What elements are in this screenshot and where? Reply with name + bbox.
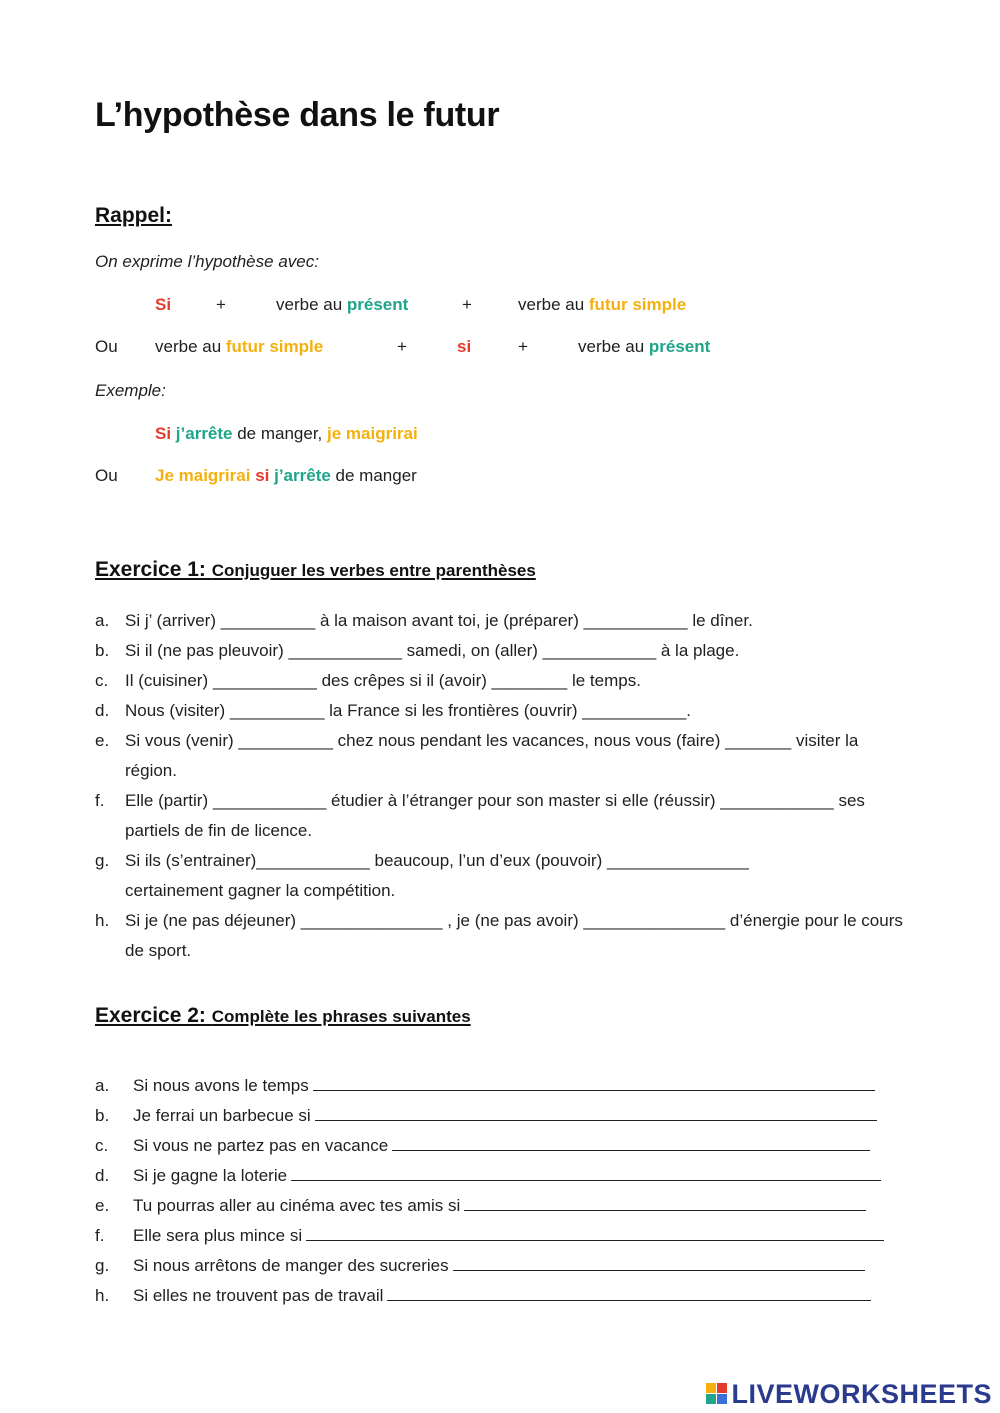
item-text: Elle sera plus mince si <box>133 1226 884 1246</box>
item-text: Si elles ne trouvent pas de travail <box>133 1286 871 1306</box>
item-letter: b. <box>95 1106 110 1125</box>
formula-plus: + <box>462 295 472 314</box>
answer-blank[interactable] <box>313 1076 875 1091</box>
formula-plus: + <box>397 337 407 356</box>
item-text[interactable]: Si j’ (arriver) __________ à la maison avant toi, je (préparer) ___________ le dîner. <box>125 611 753 630</box>
list-item <box>95 606 905 636</box>
example-2-ou: Ou <box>95 466 118 485</box>
exercise-2-heading: Exercice 2: Complète les phrases suivantes <box>95 1004 471 1027</box>
answer-blank[interactable] <box>392 1136 870 1151</box>
list-item <box>95 666 905 696</box>
item-text[interactable]: Si vous (venir) __________ chez nous pendant les vacances, nous vous (faire) _______ visiter la région. <box>125 731 859 780</box>
answer-blank[interactable] <box>291 1166 881 1181</box>
item-letter: f. <box>95 791 105 810</box>
rappel-intro: On exprime l’hypothèse avec: <box>95 252 319 271</box>
item-text: Si nous avons le temps <box>133 1076 875 1096</box>
formula-futur-part: verbe au futur simple <box>155 337 324 356</box>
exemple-label: Exemple: <box>95 381 166 400</box>
item-letter: c. <box>95 671 109 690</box>
example-1: Si j’arrête de manger, je maigrirai <box>155 424 418 443</box>
item-text[interactable]: Il (cuisiner) ___________ des crêpes si il (avoir) ________ le temps. <box>125 671 641 690</box>
list-item <box>95 726 905 786</box>
rappel-heading: Rappel: <box>95 204 173 227</box>
list-item <box>95 906 905 966</box>
list-item <box>95 786 905 846</box>
liveworksheets-logo-icon <box>706 1383 728 1405</box>
logo-text: LIVEWORKSHEETS <box>731 1379 992 1409</box>
item-letter: f. <box>95 1226 105 1245</box>
item-text: Si nous arrêtons de manger des sucreries <box>133 1256 865 1276</box>
item-text[interactable]: Elle (partir) ____________ étudier à l’étranger pour son master si elle (réussir) ____________ ses partiels de fin de licence. <box>125 791 865 840</box>
exercise-1-heading: Exercice 1: Conjuguer les verbes entre parenthèses <box>95 558 536 581</box>
list-item <box>95 696 905 726</box>
item-text[interactable]: Nous (visiter) __________ la France si les frontières (ouvrir) ___________. <box>125 701 692 720</box>
example-2: Je maigrirai si j’arrête de manger <box>155 466 417 485</box>
item-letter: h. <box>95 911 110 930</box>
formula-plus: + <box>216 295 226 314</box>
item-letter: e. <box>95 1196 110 1215</box>
formula-si: si <box>457 337 472 356</box>
item-text[interactable]: Si ils (s’entrainer)____________ beaucoup, l’un d’eux (pouvoir) _______________ certainement gagner la compétition. <box>125 851 749 900</box>
page-title: L’hypothèse dans le futur <box>95 96 500 134</box>
item-letter: d. <box>95 1166 110 1185</box>
item-letter: h. <box>95 1286 110 1305</box>
item-letter: c. <box>95 1136 109 1155</box>
item-letter: g. <box>95 1256 110 1275</box>
item-letter: g. <box>95 851 110 870</box>
formula-present-part: verbe au présent <box>276 295 409 314</box>
item-letter: a. <box>95 611 110 630</box>
item-letter: b. <box>95 641 110 660</box>
formula-si: Si <box>155 295 172 314</box>
answer-blank[interactable] <box>315 1106 877 1121</box>
formula-present-part: verbe au présent <box>578 337 711 356</box>
item-text[interactable]: Si je (ne pas déjeuner) _______________ , je (ne pas avoir) _______________ d’énergie pour le cours de sport. <box>125 911 903 960</box>
item-letter: e. <box>95 731 110 750</box>
answer-blank[interactable] <box>306 1226 884 1241</box>
item-letter: a. <box>95 1076 110 1095</box>
formula-plus: + <box>518 337 528 356</box>
formula-futur-part: verbe au futur simple <box>518 295 687 314</box>
answer-blank[interactable] <box>387 1286 871 1301</box>
item-text: Si je gagne la loterie <box>133 1166 881 1186</box>
item-text: Tu pourras aller au cinéma avec tes amis si <box>133 1196 866 1216</box>
item-text[interactable]: Si il (ne pas pleuvoir) ____________ samedi, on (aller) ____________ à la plage. <box>125 641 740 660</box>
list-item <box>95 636 905 666</box>
answer-blank[interactable] <box>464 1196 866 1211</box>
item-letter: d. <box>95 701 110 720</box>
item-text: Je ferrai un barbecue si <box>133 1106 877 1126</box>
list-item <box>95 846 905 906</box>
liveworksheets-logo[interactable] <box>706 1379 992 1410</box>
formula-ou: Ou <box>95 337 118 356</box>
item-text: Si vous ne partez pas en vacance <box>133 1136 870 1156</box>
answer-blank[interactable] <box>453 1256 865 1271</box>
